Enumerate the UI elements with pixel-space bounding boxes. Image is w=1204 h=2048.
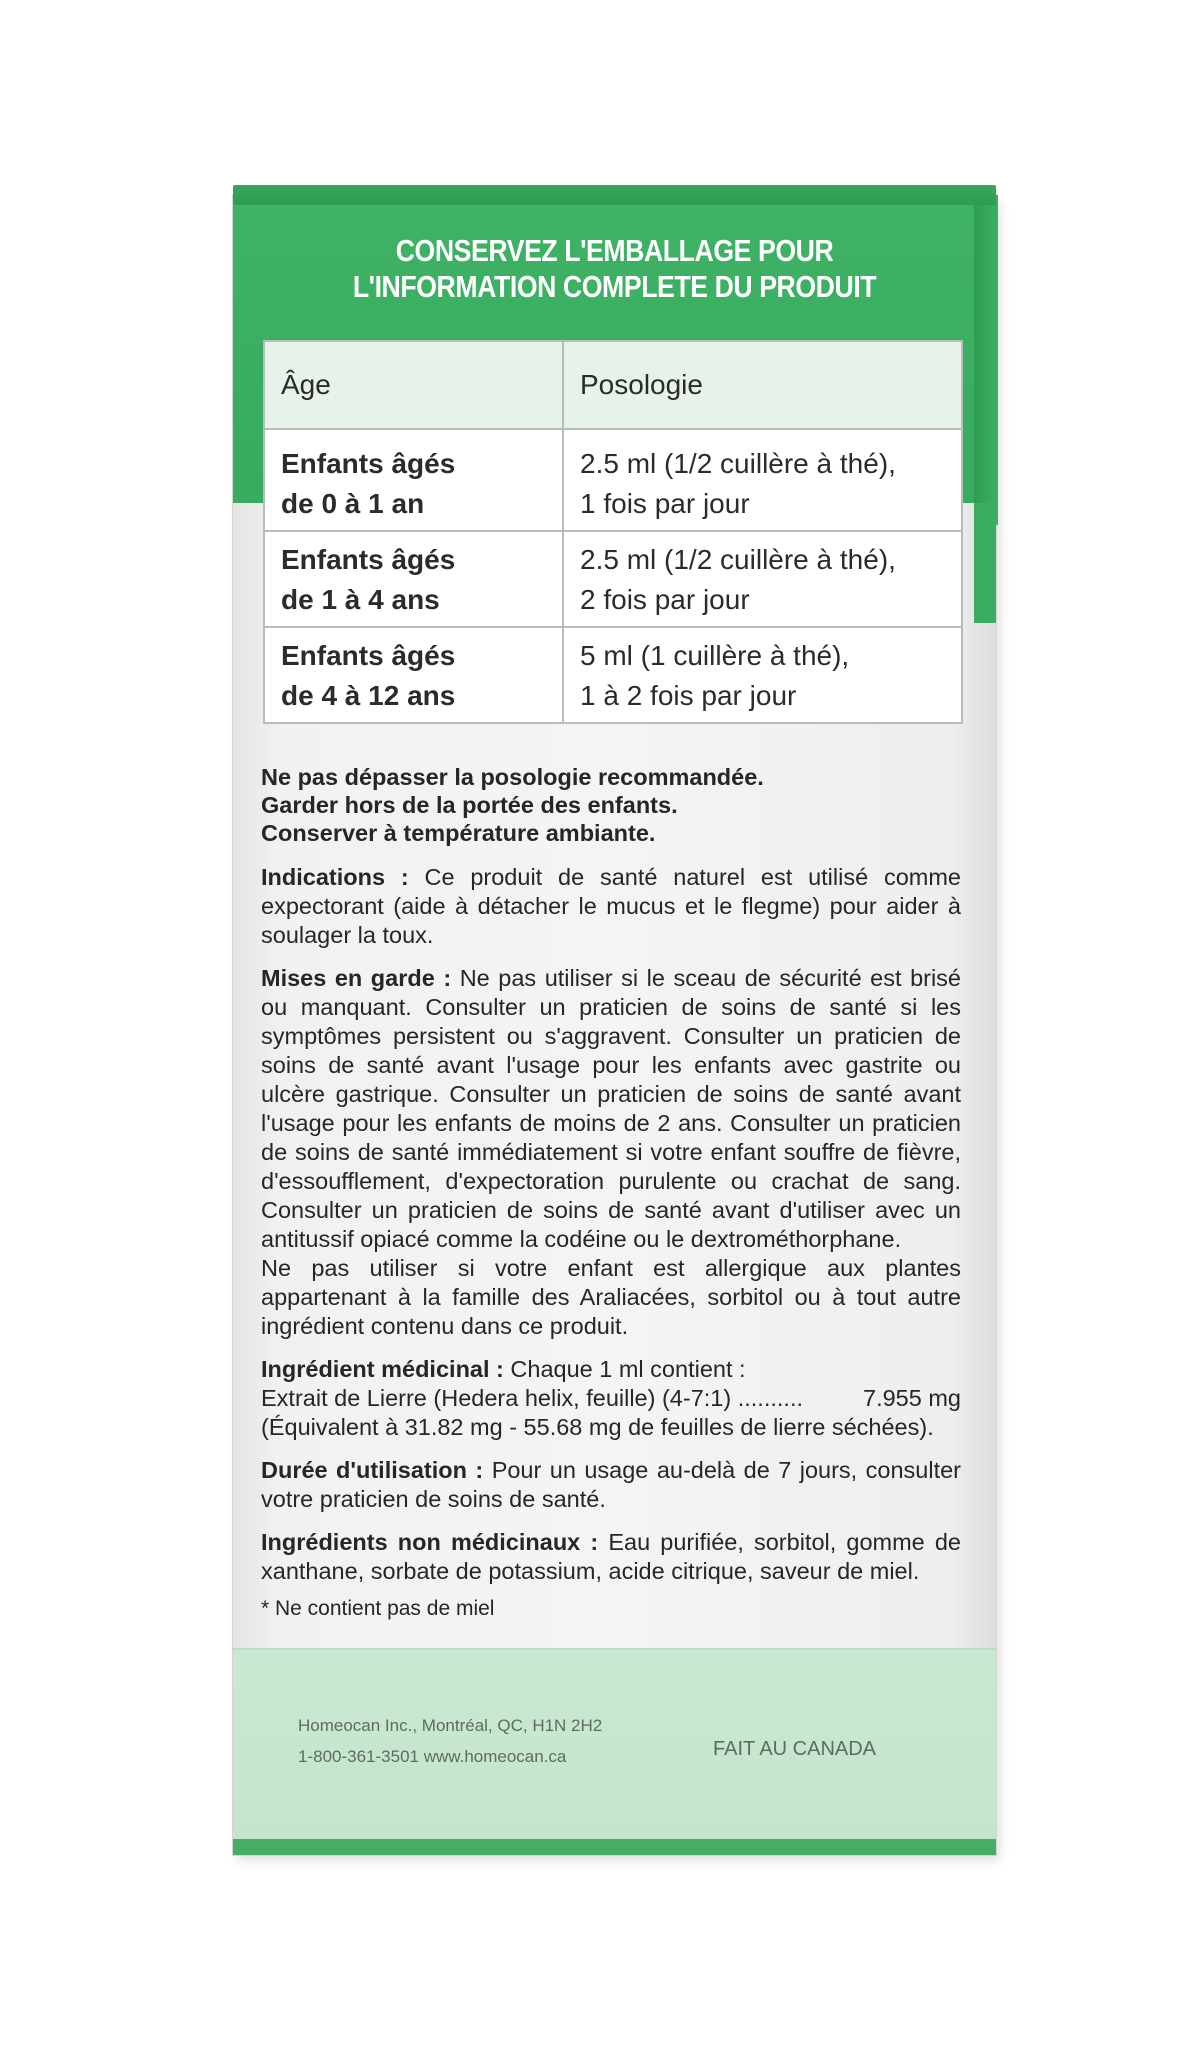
dose-cell	[563, 627, 962, 723]
box-green-edge	[974, 195, 998, 525]
non-medicinal-paragraph	[261, 1528, 961, 1586]
age-line: de 1 à 4 ans	[281, 584, 440, 615]
dose-cell	[563, 531, 962, 627]
dose-line: 2.5 ml (1/2 cuillère à thé),	[580, 544, 896, 575]
age-line: de 0 à 1 an	[281, 488, 425, 519]
age-cell	[264, 429, 563, 531]
cautions-paragraph	[261, 964, 961, 1254]
cautions-label: Mises en garde :	[261, 965, 452, 991]
package-heading	[286, 233, 942, 305]
indications-text: Ce produit de santé naturel est utilisé comme expectorant (aide à détacher le mucus et le flegme) pour aider à soulager la toux.	[261, 864, 961, 948]
ingredient-equivalent: (Équivalent à 31.82 mg - 55.68 mg de feuilles de lierre séchées).	[261, 1414, 934, 1440]
medicinal-ingredient-block	[261, 1355, 961, 1442]
age-line: Enfants âgés	[281, 640, 456, 671]
footer-green-edge	[233, 1839, 996, 1855]
company-info	[298, 1710, 602, 1772]
header-dosage: Posologie	[563, 341, 962, 429]
dose-line: 1 à 2 fois par jour	[580, 680, 797, 711]
medicinal-intro: Chaque 1 ml contient :	[510, 1356, 746, 1382]
age-cell	[264, 627, 563, 723]
dose-line: 5 ml (1 cuillère à thé),	[580, 640, 850, 671]
warning-line: Conserver à température ambiante.	[261, 820, 656, 846]
allergy-paragraph: Ne pas utiliser si votre enfant est allergique aux plantes appartenant à la famille des Araliacées, sorbitol ou à tout autre ingrédient contenu dans ce produit.	[261, 1255, 961, 1339]
bold-warnings	[261, 763, 961, 847]
footer-band	[233, 1648, 996, 1855]
duration-paragraph	[261, 1456, 961, 1514]
non-medicinal-text: Eau purifiée, sorbitol, gomme de xanthane, sorbate de potassium, acide citrique, saveur de miel.	[261, 1529, 961, 1584]
dose-line: 1 fois par jour	[580, 488, 750, 519]
company-address: Homeocan Inc., Montréal, QC, H1N 2H2	[298, 1716, 603, 1735]
age-cell	[264, 531, 563, 627]
dose-line: 2 fois par jour	[580, 584, 750, 615]
label-text-body	[261, 763, 961, 1623]
duration-label: Durée d'utilisation :	[261, 1457, 484, 1483]
header-age: Âge	[264, 341, 563, 429]
product-box-side-panel	[233, 195, 996, 1855]
warning-line: Garder hors de la portée des enfants.	[261, 792, 678, 818]
ingredient-name: Extrait de Lierre (Hedera helix, feuille) (4-7:1) ..........	[261, 1385, 804, 1411]
age-line: Enfants âgés	[281, 448, 456, 479]
medicinal-label: Ingrédient médicinal :	[261, 1356, 504, 1382]
honey-note: * Ne contient pas de miel	[261, 1597, 495, 1620]
table-row	[264, 531, 962, 627]
company-contact: 1-800-361-3501 www.homeocan.ca	[298, 1747, 567, 1766]
ingredient-amount: 7.955 mg	[863, 1385, 961, 1411]
table-row	[264, 627, 962, 723]
box-top-flap	[233, 185, 996, 205]
heading-line-2: L'INFORMATION COMPLETE DU PRODUIT	[352, 269, 877, 304]
made-in-canada: FAIT AU CANADA	[713, 1738, 877, 1760]
age-line: Enfants âgés	[281, 544, 456, 575]
green-side-strip	[974, 503, 996, 623]
table-row	[264, 429, 962, 531]
indications-label: Indications :	[261, 864, 409, 890]
medicinal-ingredient-row	[261, 1384, 961, 1413]
heading-line-1: CONSERVEZ L'EMBALLAGE POUR	[395, 233, 834, 268]
non-medicinal-label: Ingrédients non médicinaux :	[261, 1529, 599, 1555]
age-line: de 4 à 12 ans	[281, 680, 456, 711]
duration-text: Pour un usage au-delà de 7 jours, consulter votre praticien de soins de santé.	[261, 1457, 961, 1512]
warning-line: Ne pas dépasser la posologie recommandée.	[261, 764, 764, 790]
cautions-text: Ne pas utiliser si le sceau de sécurité est brisé ou manquant. Consulter un praticien de soins de santé si les symptômes persistent ou s'aggravent. Consulter un praticien de soins de santé avant l'usage pour les enfants avec gastrite ou ulcère gastrique. Consulter un praticien de soins de santé avant l'usage pour les enfants de moins de 2 ans. Consulter un praticien de soins de santé immédiatement si votre enfant souffre de fièvre, d'essoufflement, d'expectoration purulente ou crachat de sang. Consulter un praticien de soins de santé avant d'utiliser avec un antitussif opiacé comme la codéine ou le dextrométhorphane.	[261, 965, 962, 1252]
dosage-table	[263, 340, 963, 724]
table-header-row	[264, 341, 962, 429]
dose-line: 2.5 ml (1/2 cuillère à thé),	[580, 448, 896, 479]
dose-cell	[563, 429, 962, 531]
indications-paragraph	[261, 863, 961, 950]
